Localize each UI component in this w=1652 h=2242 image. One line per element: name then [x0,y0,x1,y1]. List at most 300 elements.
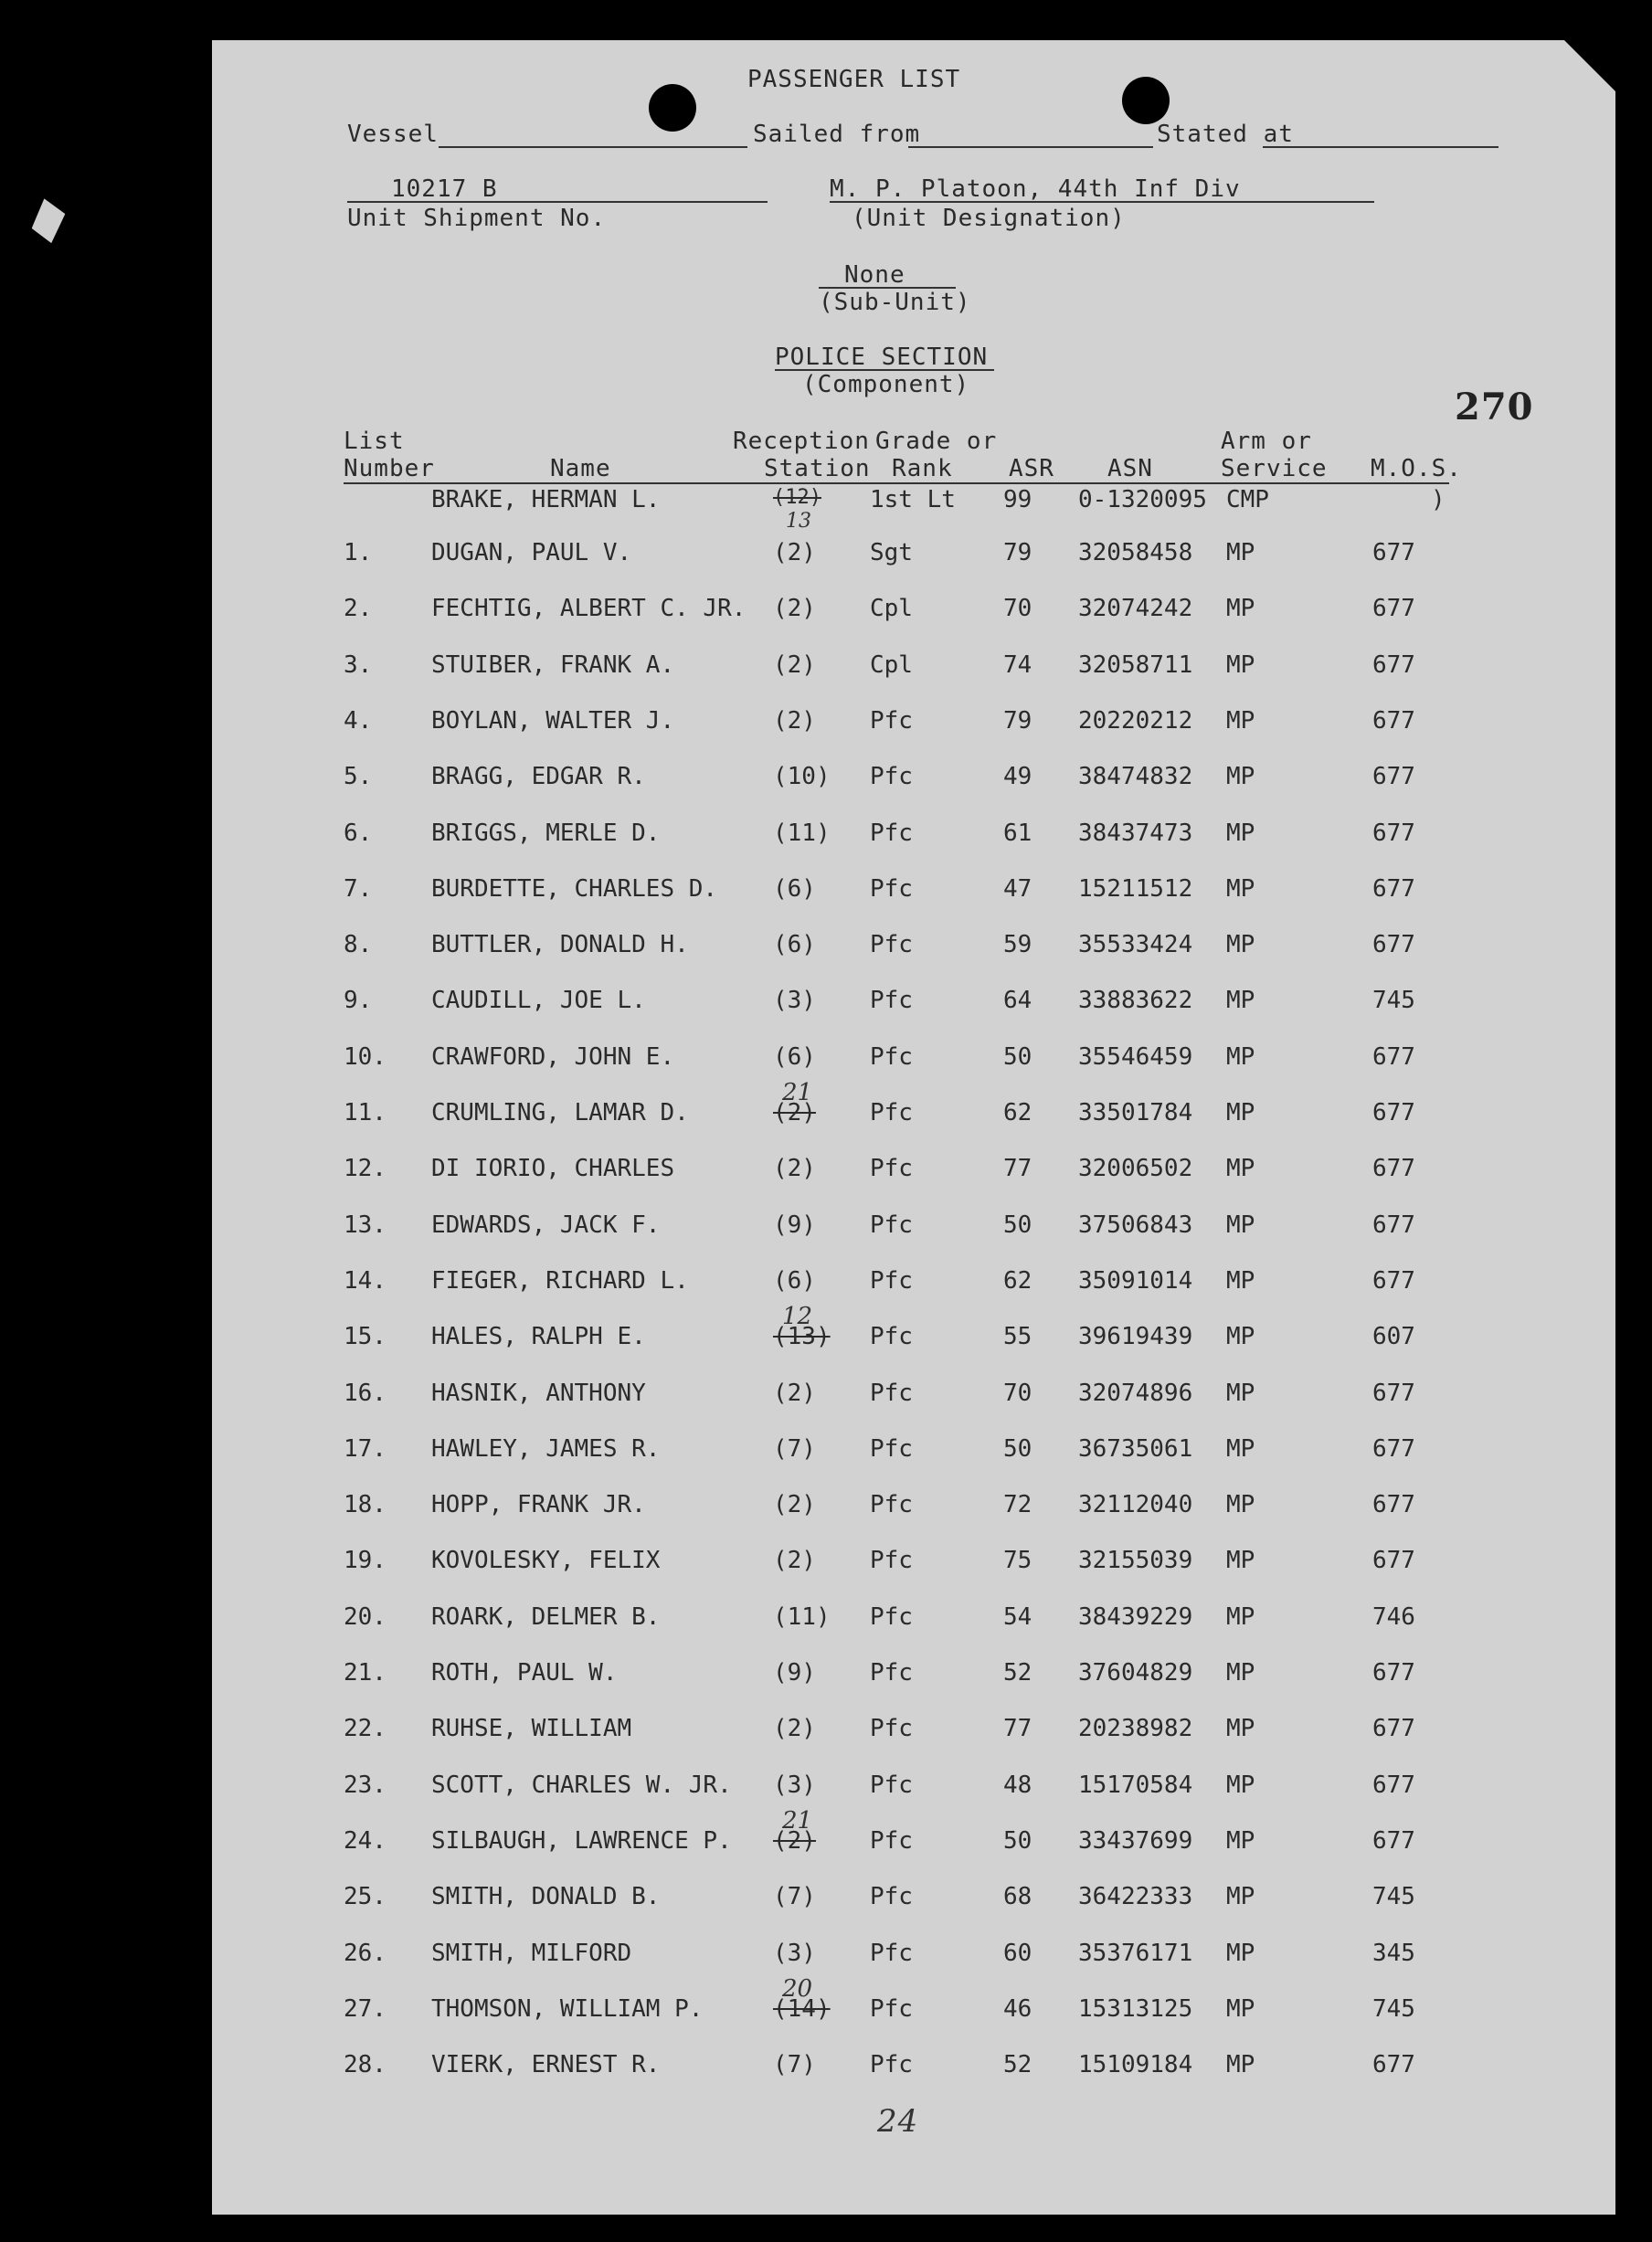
grade-rank: Pfc [870,1659,913,1687]
asn-number: 37604829 [1078,1659,1193,1687]
grade-rank: Pfc [870,1995,913,2023]
asn-number: 32006502 [1078,1155,1193,1182]
table-row [212,1303,1615,1359]
reception-station: (2) [773,595,816,622]
table-row [212,1491,1615,1528]
arm-service: MP [1226,2051,1255,2078]
passenger-name: FIEGER, RICHARD L. [431,1267,689,1295]
passenger-name: BRIGGS, MERLE D. [431,820,661,847]
asn-number: 15313125 [1078,1995,1193,2023]
asn-number: 38437473 [1078,820,1193,847]
reception-station: (11) [773,1603,831,1631]
list-number: 25. [344,1883,387,1910]
mos-code: 677 [1372,1435,1415,1463]
passenger-name: FECHTIG, ALBERT C. JR. [431,595,747,622]
col-name: Name [550,455,611,482]
grade-rank: Pfc [870,1771,913,1799]
list-number: 21. [344,1659,387,1687]
col-station-1: Reception [733,428,870,455]
stated-at-label: Stated at [1157,121,1294,148]
asr-score: 64 [1003,987,1032,1014]
passenger-name: CAUDILL, JOE L. [431,987,646,1014]
table-row [212,1079,1615,1136]
arm-service: MP [1226,1883,1255,1910]
reception-station: (9) [773,1211,816,1239]
grade-rank: Pfc [870,875,913,903]
asr-score: 68 [1003,1883,1032,1910]
asn-number: 32058711 [1078,651,1193,679]
arm-service: MP [1226,1659,1255,1687]
asr-score: 48 [1003,1771,1032,1799]
list-number: 4. [344,707,373,735]
col-asn: ASN [1107,455,1153,482]
col-station-2: Station [764,455,871,482]
col-mos: M.O.S. [1371,455,1462,482]
reception-station: (6) [773,875,816,903]
reception-station: (2) [773,1715,816,1742]
arm-service: MP [1226,1940,1255,1967]
mos-code: 745 [1372,1995,1415,2023]
asn-number: 35546459 [1078,1043,1193,1071]
list-number: 16. [344,1380,387,1407]
header-rule [344,482,1449,484]
mos-code: 677 [1372,875,1415,903]
mos-code: 677 [1372,1715,1415,1742]
asr-score: 50 [1003,1435,1032,1463]
grade-rank: Pfc [870,1043,913,1071]
officer-rank: 1st Lt [870,486,956,513]
asr-score: 50 [1003,1211,1032,1239]
grade-rank: Pfc [870,1099,913,1126]
asn-number: 20220212 [1078,707,1193,735]
col-arm-2: Service [1221,455,1328,482]
list-number: 27. [344,1995,387,2023]
grade-rank: Pfc [870,1155,913,1182]
mos-code: 677 [1372,1659,1415,1687]
grade-rank: Pfc [870,1715,913,1742]
arm-service: MP [1226,1435,1255,1463]
unit-designation-value: M. P. Platoon, 44th Inf Div [830,175,1241,203]
table-row [212,1940,1615,1976]
table-row [212,987,1615,1023]
passenger-name: ROARK, DELMER B. [431,1603,661,1631]
table-row [212,651,1615,688]
arm-service: MP [1226,875,1255,903]
grade-rank: Cpl [870,595,913,622]
asr-score: 70 [1003,1380,1032,1407]
officer-row [212,486,1615,523]
officer-asn: 0-1320095 [1078,486,1207,513]
unit-shipment-label: Unit Shipment No. [347,205,607,232]
reception-station: (2) [773,1380,816,1407]
asn-number: 38439229 [1078,1603,1193,1631]
table-row [212,539,1615,576]
list-number: 19. [344,1547,387,1574]
passenger-list-page [212,40,1615,2215]
reception-station: (7) [773,1883,816,1910]
table-row [212,1211,1615,1248]
asr-score: 77 [1003,1715,1032,1742]
sub-unit-label: (Sub-Unit) [819,289,971,316]
asn-number: 39619439 [1078,1323,1193,1350]
table-row [212,875,1615,912]
list-number: 7. [344,875,373,903]
arm-service: MP [1226,1043,1255,1071]
arm-service: MP [1226,707,1255,735]
reception-station: (3) [773,1940,816,1967]
list-number: 23. [344,1771,387,1799]
unit-shipment-underline [347,201,768,203]
list-number: 6. [344,820,373,847]
passenger-name: RUHSE, WILLIAM [431,1715,632,1742]
table-row [212,1155,1615,1191]
arm-service: MP [1226,931,1255,958]
reception-station: (14) [773,1995,831,2023]
table-row [212,820,1615,856]
reception-station: (2) [773,1491,816,1518]
passenger-name: HASNIK, ANTHONY [431,1380,646,1407]
asr-score: 60 [1003,1940,1032,1967]
mos-code: 677 [1372,1380,1415,1407]
asn-number: 32058458 [1078,539,1193,566]
station-correction: 21 [782,1079,813,1106]
grade-rank: Pfc [870,1435,913,1463]
arm-service: MP [1226,1771,1255,1799]
passenger-name: SMITH, MILFORD [431,1940,632,1967]
officer-name: BRAKE, HERMAN L. [431,486,661,513]
mos-code: 745 [1372,987,1415,1014]
list-number: 14. [344,1267,387,1295]
reception-station: (7) [773,2051,816,2078]
reception-station: (2) [773,1547,816,1574]
unit-designation-underline [830,201,1374,203]
station-correction: 20 [782,1975,813,2003]
asn-number: 15109184 [1078,2051,1193,2078]
grade-rank: Sgt [870,539,913,566]
asn-number: 15170584 [1078,1771,1193,1799]
grade-rank: Pfc [870,1547,913,1574]
asn-number: 35091014 [1078,1267,1193,1295]
arm-service: MP [1226,1099,1255,1126]
list-number: 17. [344,1435,387,1463]
reception-station: (11) [773,820,831,847]
mos-code: 746 [1372,1603,1415,1631]
mos-code: 677 [1372,1547,1415,1574]
col-grade-1: Grade or [875,428,998,455]
reception-station: (10) [773,763,831,790]
grade-rank: Pfc [870,1267,913,1295]
reception-station: (13) [773,1323,831,1350]
mos-code: 677 [1372,931,1415,958]
asn-number: 33883622 [1078,987,1193,1014]
reception-station: (7) [773,1435,816,1463]
list-number: 3. [344,651,373,679]
col-arm-1: Arm or [1221,428,1312,455]
reception-station: (2) [773,1155,816,1182]
table-row [212,2051,1615,2088]
sub-unit-value: None [844,261,905,289]
document-title: PASSENGER LIST [747,66,961,93]
sailed-from-blank [908,146,1153,148]
reception-station: (6) [773,931,816,958]
table-row [212,1547,1615,1583]
table-row [212,1435,1615,1472]
asn-number: 38474832 [1078,763,1193,790]
asn-number: 35533424 [1078,931,1193,958]
asr-score: 79 [1003,539,1032,566]
grade-rank: Pfc [870,931,913,958]
list-number: 8. [344,931,373,958]
mos-code: 607 [1372,1323,1415,1350]
mos-code: 745 [1372,1883,1415,1910]
mos-code: 677 [1372,1267,1415,1295]
list-number: 5. [344,763,373,790]
passenger-name: CRUMLING, LAMAR D. [431,1099,689,1126]
table-row [212,1267,1615,1304]
arm-service: MP [1226,595,1255,622]
arm-service: MP [1226,1267,1255,1295]
grade-rank: Pfc [870,1491,913,1518]
list-number: 9. [344,987,373,1014]
reception-station: (2) [773,651,816,679]
reception-station: (2) [773,539,816,566]
reception-station: (3) [773,1771,816,1799]
asn-number: 36422333 [1078,1883,1193,1910]
arm-service: MP [1226,987,1255,1014]
table-row [212,931,1615,968]
mos-code: 677 [1372,707,1415,735]
asr-score: 49 [1003,763,1032,790]
asr-score: 61 [1003,820,1032,847]
arm-service: MP [1226,1715,1255,1742]
passenger-name: ROTH, PAUL W. [431,1659,618,1687]
asr-score: 62 [1003,1267,1032,1295]
mos-code: 677 [1372,595,1415,622]
list-number: 26. [344,1940,387,1967]
list-number: 13. [344,1211,387,1239]
arm-service: MP [1226,651,1255,679]
table-row [212,1043,1615,1080]
mos-code: 677 [1372,1043,1415,1071]
grade-rank: Pfc [870,820,913,847]
grade-rank: Pfc [870,2051,913,2078]
table-row [212,1380,1615,1416]
arm-service: MP [1226,1155,1255,1182]
reception-station: (9) [773,1659,816,1687]
station-correction: 21 [782,1807,813,1835]
arm-service: MP [1226,1323,1255,1350]
passenger-name: STUIBER, FRANK A. [431,651,675,679]
arm-service: MP [1226,1995,1255,2023]
grade-rank: Pfc [870,987,913,1014]
asr-score: 46 [1003,1995,1032,2023]
asr-score: 47 [1003,875,1032,903]
mos-code: 677 [1372,1771,1415,1799]
reception-station: (3) [773,987,816,1014]
asr-score: 52 [1003,2051,1032,2078]
asr-score: 50 [1003,1043,1032,1071]
mos-code: 677 [1372,763,1415,790]
list-number: 1. [344,539,373,566]
vessel-blank [439,146,747,148]
asr-score: 70 [1003,595,1032,622]
mos-code: 677 [1372,539,1415,566]
asn-number: 20238982 [1078,1715,1193,1742]
asr-score: 55 [1003,1323,1032,1350]
asr-score: 75 [1003,1547,1032,1574]
page-number: 270 [1455,386,1534,428]
arm-service: MP [1226,763,1255,790]
mos-code: 677 [1372,1099,1415,1126]
asr-score: 62 [1003,1099,1032,1126]
asr-score: 74 [1003,651,1032,679]
grade-rank: Pfc [870,1211,913,1239]
table-row [212,1975,1615,2032]
unit-shipment-value: 10217 B [391,175,498,203]
asn-number: 32074896 [1078,1380,1193,1407]
mos-code: 677 [1372,820,1415,847]
arm-service: MP [1226,1603,1255,1631]
grade-rank: Pfc [870,1940,913,1967]
grade-rank: Pfc [870,1827,913,1855]
table-row [212,1771,1615,1808]
grade-rank: Cpl [870,651,913,679]
asr-score: 50 [1003,1827,1032,1855]
mos-code: 677 [1372,2051,1415,2078]
grade-rank: Pfc [870,1380,913,1407]
component-value: POLICE SECTION [775,344,989,371]
mos-code: 677 [1372,1491,1415,1518]
table-row [212,707,1615,744]
passenger-name: HOPP, FRANK JR. [431,1491,646,1518]
arm-service: MP [1226,1827,1255,1855]
component-label: (Component) [802,371,970,398]
passenger-name: DI IORIO, CHARLES [431,1155,675,1182]
grade-rank: Pfc [870,1603,913,1631]
passenger-name: SMITH, DONALD B. [431,1883,661,1910]
passenger-name: HAWLEY, JAMES R. [431,1435,661,1463]
asn-number: 32155039 [1078,1547,1193,1574]
passenger-name: KOVOLESKY, FELIX [431,1547,661,1574]
passenger-name: HALES, RALPH E. [431,1323,646,1350]
list-number: 20. [344,1603,387,1631]
asr-score: 54 [1003,1603,1032,1631]
passenger-name: CRAWFORD, JOHN E. [431,1043,675,1071]
asr-score: 59 [1003,931,1032,958]
grade-rank: Pfc [870,1323,913,1350]
officer-mos: ) [1431,486,1446,513]
passenger-name: DUGAN, PAUL V. [431,539,632,566]
passenger-name: BRAGG, EDGAR R. [431,763,646,790]
asn-number: 33437699 [1078,1827,1193,1855]
reception-station: (6) [773,1267,816,1295]
officer-asr: 99 [1003,486,1032,513]
table-row [212,1807,1615,1864]
officer-station-correction: 13 [786,510,811,533]
stated-at-blank [1263,146,1498,148]
col-list-number-2: Number [344,455,435,482]
list-number: 2. [344,595,373,622]
reception-station: (2) [773,1099,816,1126]
passenger-name: VIERK, ERNEST R. [431,2051,661,2078]
passenger-name: EDWARDS, JACK F. [431,1211,661,1239]
list-number: 22. [344,1715,387,1742]
reception-station: (6) [773,1043,816,1071]
mos-code: 677 [1372,1155,1415,1182]
paper-scrap [29,197,68,244]
list-number: 11. [344,1099,387,1126]
grade-rank: Pfc [870,763,913,790]
punch-hole-left [649,84,696,132]
asr-score: 79 [1003,707,1032,735]
mos-code: 677 [1372,1827,1415,1855]
asn-number: 33501784 [1078,1099,1193,1126]
mos-code: 677 [1372,651,1415,679]
list-number: 24. [344,1827,387,1855]
table-row [212,1659,1615,1696]
folded-corner [1564,40,1615,91]
officer-station: (12) [773,486,821,509]
passenger-name: BUTTLER, DONALD H. [431,931,689,958]
table-row [212,595,1615,631]
list-number: 18. [344,1491,387,1518]
list-number: 12. [344,1155,387,1182]
asr-score: 77 [1003,1155,1032,1182]
asn-number: 37506843 [1078,1211,1193,1239]
asn-number: 35376171 [1078,1940,1193,1967]
arm-service: MP [1226,1491,1255,1518]
asr-score: 72 [1003,1491,1032,1518]
reception-station: (2) [773,707,816,735]
col-asr: ASR [1009,455,1054,482]
table-row [212,1603,1615,1640]
punch-hole-right [1122,77,1170,124]
footer-handwritten-note: 24 [877,2103,919,2140]
list-number: 10. [344,1043,387,1071]
arm-service: MP [1226,1547,1255,1574]
passenger-name: BURDETTE, CHARLES D. [431,875,718,903]
reception-station: (2) [773,1827,816,1855]
arm-service: MP [1226,820,1255,847]
sailed-from-label: Sailed from [753,121,921,148]
table-row [212,763,1615,799]
asn-number: 15211512 [1078,875,1193,903]
list-number: 28. [344,2051,387,2078]
asn-number: 32112040 [1078,1491,1193,1518]
list-number: 15. [344,1323,387,1350]
col-list-number-1: List [344,428,405,455]
officer-arm: CMP [1226,486,1269,513]
unit-designation-label: (Unit Designation) [852,205,1126,232]
col-grade-2: Rank [892,455,953,482]
grade-rank: Pfc [870,707,913,735]
mos-code: 345 [1372,1940,1415,1967]
passenger-name: SILBAUGH, LAWRENCE P. [431,1827,732,1855]
mos-code: 677 [1372,1211,1415,1239]
grade-rank: Pfc [870,1883,913,1910]
table-row [212,1715,1615,1751]
arm-service: MP [1226,1211,1255,1239]
vessel-label: Vessel [347,121,439,148]
station-correction: 12 [782,1303,813,1330]
passenger-name: SCOTT, CHARLES W. JR. [431,1771,732,1799]
passenger-name: THOMSON, WILLIAM P. [431,1995,704,2023]
table-row [212,1883,1615,1919]
asn-number: 36735061 [1078,1435,1193,1463]
asr-score: 52 [1003,1659,1032,1687]
arm-service: MP [1226,539,1255,566]
asn-number: 32074242 [1078,595,1193,622]
